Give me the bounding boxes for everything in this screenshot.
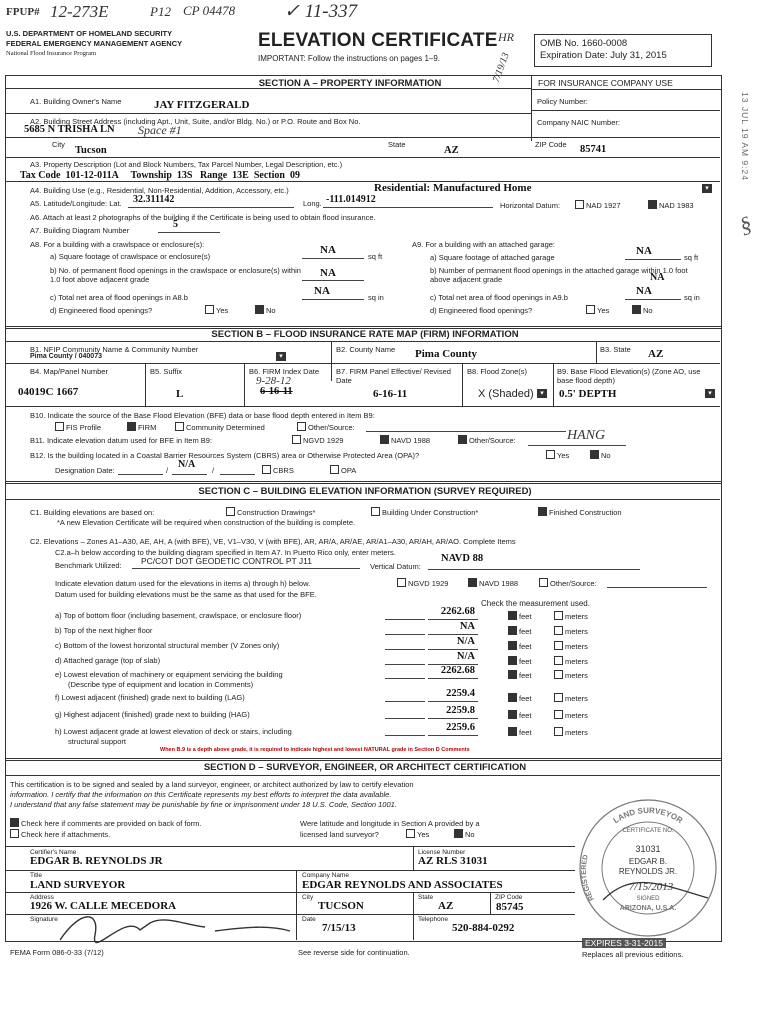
meters-checkbox[interactable]	[554, 693, 563, 702]
city-label: City	[52, 140, 65, 149]
cert-text-3: I understand that any false statement may be punishable by fine or imprisonment under 18 U.S. Code, Section 1001.	[10, 800, 397, 809]
comments-checkbox[interactable]	[10, 818, 19, 827]
c2-label-2: C2.a–h below according to the building diagram specified in Item A7. In Puerto Rico only, enter meters.	[55, 548, 396, 557]
community-dropdown[interactable]: ▾	[276, 352, 286, 361]
under-construction-checkbox[interactable]	[371, 507, 380, 516]
b6-handwritten: 9-28-12	[256, 375, 291, 387]
feet-checkbox[interactable]	[508, 656, 517, 665]
property-description[interactable]: Tax Code 101-12-011A Township 13S Range 13E Section 09	[20, 170, 300, 181]
p-number: P12	[150, 4, 171, 19]
feet-label: feet	[519, 627, 532, 636]
section-d-heading: SECTION D – SURVEYOR, ENGINEER, OR ARCHITECT CERTIFICATION	[203, 762, 527, 773]
feet-checkbox[interactable]	[508, 641, 517, 650]
b10-label: B10. Indicate the source of the Base Flood Elevation (BFE) data or base flood depth entered in Item B9:	[30, 411, 375, 420]
vertical-datum-label: Vertical Datum:	[370, 562, 421, 571]
b12-yes-label: Yes	[557, 451, 570, 460]
a8d-yes-checkbox[interactable]	[205, 305, 214, 314]
a9d-no-label: No	[643, 306, 653, 315]
a8c-label: c) Total net area of flood openings in A8.b	[50, 293, 188, 302]
benchmark-label: Benchmark Utilized:	[55, 561, 122, 570]
b11-other-label: Other/Source:	[469, 436, 516, 445]
a9d-label: d) Engineered flood openings?	[430, 306, 533, 315]
a9b-value[interactable]: NA	[650, 272, 665, 283]
a1-label: A1. Building Owner's Name	[30, 97, 122, 106]
feet-label: feet	[519, 657, 532, 666]
meters-label: meters	[565, 657, 588, 666]
d-zip-label: ZIP Code	[495, 894, 523, 901]
b11-navd-checkbox[interactable]	[380, 435, 389, 444]
fis-profile-label: FIS Profile	[66, 423, 102, 432]
meters-label: meters	[565, 627, 588, 636]
certifier-label: Certifier's Name	[30, 849, 77, 856]
feet-label: feet	[519, 642, 532, 651]
meters-checkbox[interactable]	[554, 626, 563, 635]
feet-checkbox[interactable]	[508, 693, 517, 702]
diagram-number[interactable]: 5	[173, 219, 178, 230]
a8d-label: d) Engineered flood openings?	[50, 306, 153, 315]
b12-no-checkbox[interactable]	[590, 450, 599, 459]
agency-line-2: FEDERAL EMERGENCY MANAGEMENT AGENCY	[6, 39, 183, 48]
date-note: 7/19/13	[491, 51, 512, 84]
firm-index-date[interactable]: 6-16-11	[260, 386, 293, 397]
date-value[interactable]: 7/15/13	[322, 922, 356, 934]
b4-label: B4. Map/Panel Number	[30, 367, 108, 376]
meters-label: meters	[565, 671, 588, 680]
expiration-date: Expiration Date: July 31, 2015	[540, 50, 667, 61]
company-label: Company Name	[302, 872, 349, 879]
a9a-value[interactable]: NA	[636, 245, 652, 257]
vertical-datum-value[interactable]: NAVD 88	[441, 553, 484, 564]
attachments-label: Check here if attachments.	[21, 830, 111, 839]
seal-signed: SIGNED	[636, 896, 660, 902]
opa-checkbox[interactable]	[330, 465, 339, 474]
opa-label: OPA	[341, 466, 357, 475]
meters-label: meters	[565, 612, 588, 621]
state-value[interactable]: AZ	[444, 145, 459, 156]
cbrs-label: CBRS	[273, 466, 294, 475]
feet-label: feet	[519, 612, 532, 621]
finished-construction-label: Finished Construction	[549, 508, 622, 517]
b10-other-checkbox[interactable]	[297, 422, 306, 431]
c2-navd-checkbox[interactable]	[468, 578, 477, 587]
elevation-value[interactable]: 2262.68	[440, 606, 475, 617]
seal-date: 7/15/2013	[628, 881, 674, 893]
seal-name-2: REYNOLDS JR.	[618, 867, 678, 876]
a9c-label: c) Total net area of flood openings in A9.b	[430, 293, 568, 302]
feet-label: feet	[519, 711, 532, 720]
receipt-stamp: 13 JUL 19 AM 9:24	[740, 92, 750, 181]
phone-value[interactable]: 520-884-0292	[452, 922, 515, 934]
nad1927-label: NAD 1927	[586, 201, 621, 210]
meters-label: meters	[565, 728, 588, 737]
meters-checkbox[interactable]	[554, 641, 563, 650]
feet-checkbox[interactable]	[508, 611, 517, 620]
latitude[interactable]: 32.311142	[133, 194, 175, 205]
a5-label: A5. Latitude/Longitude: Lat.	[30, 199, 122, 208]
c2-ngvd-label: NGVD 1929	[408, 579, 449, 588]
latlong-question-2: licensed land surveyor?	[300, 830, 379, 839]
meters-label: meters	[565, 694, 588, 703]
d-state-label: State	[418, 894, 434, 901]
nad1927-checkbox[interactable]	[575, 200, 584, 209]
address-label: Address	[30, 894, 54, 901]
zip-label: ZIP Code	[535, 140, 567, 149]
feet-label: feet	[519, 694, 532, 703]
company-name[interactable]: EDGAR REYNOLDS AND ASSOCIATES	[302, 879, 503, 891]
seal-number: 31031	[635, 844, 661, 854]
elevation-label-2: (Describe type of equipment and location in Comments)	[68, 680, 254, 689]
feet-label: feet	[519, 671, 532, 680]
feet-checkbox[interactable]	[508, 727, 517, 736]
owner-name[interactable]: JAY FITZGERALD	[154, 99, 250, 111]
section-a-heading: SECTION A – PROPERTY INFORMATION	[258, 78, 442, 89]
a2-label: A2. Building Street Address (including Apt., Unit, Suite, and/or Bldg. No.) or P.O. Route and Box No.	[30, 117, 361, 126]
a9d-yes-label: Yes	[597, 306, 610, 315]
county-name[interactable]: Pima County	[415, 348, 478, 360]
a8a-unit: sq ft	[368, 252, 383, 261]
seal-expires: EXPIRES 3-31-2015	[582, 938, 666, 948]
latlong-yes-checkbox[interactable]	[406, 829, 415, 838]
d-state-value[interactable]: AZ	[438, 900, 454, 912]
datum-instruction: Indicate elevation datum used for the elevations in items a) through h) below.	[55, 579, 311, 588]
agency-line-1: U.S. DEPARTMENT OF HOMELAND SECURITY	[6, 29, 173, 38]
meters-checkbox[interactable]	[554, 727, 563, 736]
b12-no-label: No	[601, 451, 611, 460]
feet-checkbox[interactable]	[508, 626, 517, 635]
comments-label: Check here if comments are provided on back of form.	[21, 819, 202, 828]
nad1983-label: NAD 1983	[659, 201, 694, 210]
bfe-dropdown[interactable]: ▾	[705, 389, 715, 398]
feet-checkbox[interactable]	[508, 710, 517, 719]
red-note: When B.9 is a depth above grade, it is required to indicate highest and lowest NATURAL grade in Section D Comments	[160, 747, 470, 753]
construction-drawings-label: Construction Drawings*	[237, 508, 316, 517]
a9c-unit: sq in	[684, 293, 700, 302]
designation-date[interactable]: N/A	[178, 459, 196, 470]
a4-label: A4. Building Use (e.g., Residential, Non-Residential, Addition, Accessory, etc.)	[30, 186, 289, 195]
a8d-no-label: No	[266, 306, 276, 315]
fpup-number: 12-273E	[50, 2, 109, 21]
latlong-no-label: No	[465, 830, 475, 839]
a8a-label: a) Square footage of crawlspace or enclosure(s)	[50, 252, 211, 261]
page-title: ELEVATION CERTIFICATE	[258, 30, 498, 51]
elevation-value[interactable]: N/A	[456, 651, 475, 662]
seal-land-surveyor: LAND SURVEYOR	[611, 805, 685, 826]
c1-note: *A new Elevation Certificate will be required when construction of the building is complete.	[57, 518, 356, 527]
designation-date-label: Designation Date:	[55, 466, 115, 475]
attachments-checkbox[interactable]	[10, 829, 19, 838]
elevation-label: b) Top of the next higher floor	[55, 626, 153, 635]
elevation-value[interactable]: 2259.6	[446, 722, 475, 733]
fis-profile-checkbox[interactable]	[55, 422, 64, 431]
elevation-label: c) Bottom of the lowest horizontal structural member (V Zones only)	[55, 641, 280, 650]
base-flood-elevation[interactable]: 0.5' DEPTH	[559, 388, 617, 400]
section-c-heading: SECTION C – BUILDING ELEVATION INFORMATION (SURVEY REQUIRED)	[198, 486, 532, 497]
d-city-value[interactable]: TUCSON	[318, 900, 364, 912]
c1-label: C1. Building elevations are based on:	[30, 508, 155, 517]
meters-checkbox[interactable]	[554, 670, 563, 679]
replaces-note: Replaces all previous editions.	[582, 950, 684, 959]
latlong-question: Were latitude and longitude in Section A provided by a	[300, 819, 480, 828]
b5-label: B5. Suffix	[150, 367, 182, 376]
meters-checkbox[interactable]	[554, 656, 563, 665]
building-use[interactable]: Residential: Manufactured Home	[374, 182, 532, 194]
b11-navd-label: NAVD 1988	[391, 436, 431, 445]
long-label: Long.	[303, 199, 322, 208]
fpup-label: FPUP#	[6, 6, 40, 18]
elevation-label: h) Lowest adjacent grade at lowest elevation of deck or stairs, including	[55, 727, 292, 736]
community-determined-checkbox[interactable]	[175, 422, 184, 431]
a8d-yes-label: Yes	[216, 306, 229, 315]
latlong-yes-label: Yes	[417, 830, 430, 839]
meters-checkbox[interactable]	[554, 710, 563, 719]
insurance-use-heading: FOR INSURANCE COMPANY USE	[538, 78, 673, 88]
a8-label: A8. For a building with a crawlspace or enclosure(s):	[30, 240, 205, 249]
under-construction-label: Building Under Construction*	[382, 508, 479, 517]
suffix[interactable]: L	[176, 388, 184, 400]
check-unit-label: Check the measurement used.	[481, 599, 590, 608]
b12-yes-checkbox[interactable]	[546, 450, 555, 459]
signature-scribble	[55, 905, 295, 945]
b3-label: B3. State	[600, 345, 631, 354]
datum-instruction-2: Datum used for building elevations must be the same as that used for the BFE.	[55, 590, 317, 599]
cert-text-1: This certification is to be signed and sealed by a land surveyor, engineer, or architect authorized by law to certify elevation	[10, 780, 414, 789]
b2-label: B2. County Name	[336, 345, 396, 354]
b3-state[interactable]: AZ	[648, 348, 664, 360]
elevation-label: e) Lowest elevation of machinery or equipment servicing the building	[55, 670, 283, 679]
state-label: State	[388, 140, 406, 149]
b7-label: B7. FIRM Panel Effective/ Revised Date	[336, 367, 451, 385]
form-number: FEMA Form 086-0-33 (7/12)	[10, 948, 104, 957]
c2-label: C2. Elevations – Zones A1–A30, AE, AH, A (with BFE), VE, V1–V30, V (with BFE), AR, AR/A, AR/AE, AR/A1–A30, AR/AH, AR/AO. Complete Items	[30, 537, 516, 546]
license-label: License Number	[418, 849, 466, 856]
b1-label: B1. NFIP Community Name & Community Number	[30, 345, 199, 354]
elevation-label: g) Highest adjacent (finished) grade next to building (HAG)	[55, 710, 250, 719]
b11-ngvd-checkbox[interactable]	[292, 435, 301, 444]
seal-name-1: EDGAR B.	[628, 857, 668, 866]
street-address[interactable]: 5685 N TRISHA LN	[24, 124, 115, 135]
omb-number: OMB No. 1660-0008	[540, 38, 628, 49]
a7-label: A7. Building Diagram Number	[30, 226, 130, 235]
check-note: ✓ 11-337	[284, 1, 358, 22]
naic-number-label: Company NAIC Number:	[537, 118, 620, 127]
firm-checkbox[interactable]	[127, 422, 136, 431]
firm-label: FIRM	[138, 423, 157, 432]
phone-label: Telephone	[418, 916, 448, 923]
meters-label: meters	[565, 711, 588, 720]
horizontal-datum-label: Horizontal Datum:	[500, 201, 561, 210]
elevation-value[interactable]: NA	[459, 621, 475, 632]
a8b-label: b) No. of permanent flood openings in the crawlspace or enclosure(s) within 1.0 foot above adjacent grade	[50, 266, 301, 284]
b11-label: B11. Indicate elevation datum used for BFE in Item B9:	[30, 436, 213, 445]
certifier-title[interactable]: LAND SURVEYOR	[30, 879, 126, 891]
zip-value[interactable]: 85741	[580, 144, 607, 155]
a9d-yes-checkbox[interactable]	[586, 305, 595, 314]
b10-other-label: Other/Source:	[308, 423, 355, 432]
b9-label: B9. Base Flood Elevation(s) (Zone AO, use base flood depth)	[557, 367, 701, 385]
seal-certificate: CERTIFICATE NO.	[622, 828, 674, 834]
feet-label: feet	[519, 728, 532, 737]
a8c-value[interactable]: NA	[314, 285, 330, 297]
a8c-unit: sq in	[368, 293, 384, 302]
city-value[interactable]: Tucson	[75, 145, 107, 156]
a9-label: A9. For a building with an attached garage:	[412, 240, 556, 249]
feet-checkbox[interactable]	[508, 670, 517, 679]
c2-other-checkbox[interactable]	[539, 578, 548, 587]
a6-label: A6. Attach at least 2 photographs of the building if the Certificate is being used to obtain flood insurance.	[30, 213, 376, 222]
d-zip-value[interactable]: 85745	[496, 901, 524, 913]
seal-registered: REGISTERED	[580, 854, 596, 902]
date-label: Date	[302, 916, 316, 923]
b12-label: B12. Is the building located in a Coastal Barrier Resources System (CBRS) area or Otherwise Protected Area (OPA)?	[30, 451, 420, 460]
a9c-value[interactable]: NA	[636, 285, 652, 297]
benchmark-value[interactable]: PC/COT DOT GEODETIC CONTROL PT J11	[141, 556, 312, 566]
latlong-no-checkbox[interactable]	[454, 829, 463, 838]
important-note: IMPORTANT: Follow the instructions on pages 1–9.	[258, 54, 441, 63]
meters-checkbox[interactable]	[554, 611, 563, 620]
a8b-value[interactable]: NA	[320, 267, 336, 279]
c2-navd-label: NAVD 1988	[479, 579, 519, 588]
seal-arizona: ARIZONA, U.S.A.	[619, 905, 677, 912]
elevation-value[interactable]: 2262.68	[440, 665, 475, 676]
hr-note: HR	[498, 30, 514, 44]
certifier-address[interactable]: 1926 W. CALLE MECEDORA	[30, 900, 177, 912]
meters-label: meters	[565, 642, 588, 651]
flood-zone[interactable]: X (Shaded)	[478, 388, 534, 400]
b8-label: B8. Flood Zone(s)	[467, 367, 528, 376]
elevation-label: f) Lowest adjacent (finished) grade next to building (LAG)	[55, 693, 245, 702]
a9a-label: a) Square footage of attached garage	[430, 253, 555, 262]
title-label: Title	[30, 872, 43, 879]
construction-drawings-checkbox[interactable]	[226, 507, 235, 516]
b11-handwritten: HANG	[567, 428, 606, 443]
map-panel-number[interactable]: 04019C 1667	[18, 386, 79, 398]
a9b-label: b) Number of permanent flood openings in the attached garage within 1.0 foot above adjacent grade	[430, 266, 688, 284]
elevation-value[interactable]: 2259.4	[446, 688, 475, 699]
initials-mark: §	[735, 210, 755, 239]
community-determined-label: Community Determined	[186, 423, 265, 432]
longitude[interactable]: -111.014912	[326, 194, 376, 205]
elevation-label: a) Top of bottom floor (including basement, crawlspace, or enclosure floor)	[55, 611, 302, 620]
certifier-name[interactable]: EDGAR B. REYNOLDS JR	[30, 855, 163, 867]
a9a-unit: sq ft	[684, 253, 699, 262]
a8a-value[interactable]: NA	[320, 244, 336, 256]
finished-construction-checkbox[interactable]	[538, 507, 547, 516]
b11-other-checkbox[interactable]	[458, 435, 467, 444]
community-name[interactable]: Pima County / 040073	[30, 353, 102, 360]
see-reverse: See reverse side for continuation.	[298, 948, 410, 957]
a8d-no-checkbox[interactable]	[255, 305, 264, 314]
policy-number-label: Policy Number:	[537, 97, 588, 106]
surveyor-seal	[573, 790, 723, 940]
cbrs-checkbox[interactable]	[262, 465, 271, 474]
flood-zone-dropdown[interactable]: ▾	[537, 389, 547, 398]
section-b-heading: SECTION B – FLOOD INSURANCE RATE MAP (FIRM) INFORMATION	[211, 329, 519, 340]
elevation-value[interactable]: N/A	[456, 636, 475, 647]
a3-label: A3. Property Description (Lot and Block Numbers, Tax Parcel Number, Legal Description, etc.)	[30, 160, 343, 169]
cert-text-2: information. I certify that the information on this Certificate represents my best efforts to interpret the data available.	[10, 790, 392, 799]
d-city-label: City	[302, 894, 314, 901]
elevation-label: d) Attached garage (top of slab)	[55, 656, 161, 665]
license-number[interactable]: AZ RLS 31031	[418, 855, 488, 867]
elevation-label-2: structural support	[68, 737, 126, 746]
firm-panel-date[interactable]: 6-16-11	[373, 388, 408, 400]
nad1983-checkbox[interactable]	[648, 200, 657, 209]
a9d-no-checkbox[interactable]	[632, 305, 641, 314]
building-use-dropdown[interactable]: ▾	[702, 184, 712, 193]
space-note: Space #1	[138, 123, 182, 137]
b6-label: B6. FIRM Index Date	[249, 367, 320, 376]
c2-ngvd-checkbox[interactable]	[397, 578, 406, 587]
agency-line-3: National Flood Insurance Program	[6, 50, 97, 57]
b11-ngvd-label: NGVD 1929	[303, 436, 344, 445]
signature-label: Signature	[30, 916, 58, 923]
c2-other-label: Other/Source:	[550, 579, 597, 588]
cp-number: CP 04478	[183, 3, 236, 18]
elevation-value[interactable]: 2259.8	[446, 705, 475, 716]
svg-text:REGISTERED	[581, 854, 596, 902]
